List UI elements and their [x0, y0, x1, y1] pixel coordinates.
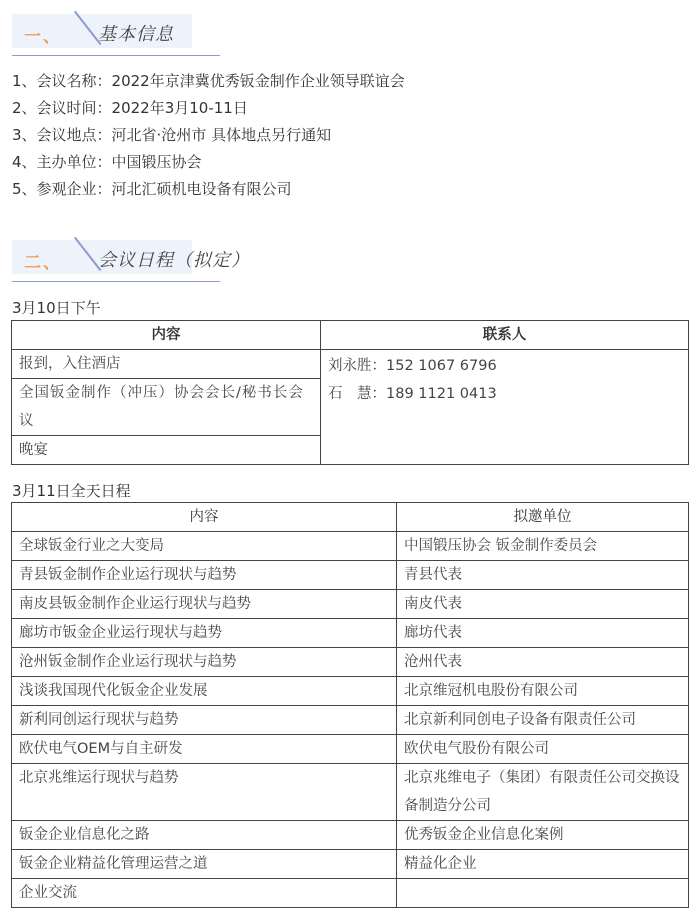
schedule-unit: 北京兆维电子（集团）有限责任公司交换设备制造分公司: [397, 764, 689, 821]
schedule-item: 晚宴: [12, 436, 321, 465]
section-number: 二、: [24, 253, 62, 273]
section-header-basic-info: [12, 14, 272, 54]
table-row: [12, 677, 689, 706]
table-row: [12, 735, 689, 764]
day2-caption: 3月11日全天日程: [12, 482, 131, 500]
schedule-item: 报到，入住酒店: [12, 350, 321, 379]
schedule-unit: 欧伏电气股份有限公司: [397, 735, 689, 764]
schedule-content: 钣金企业信息化之路: [12, 821, 397, 850]
schedule-content: 北京兆维运行现状与趋势: [12, 764, 397, 821]
section-header-schedule: [12, 240, 272, 280]
schedule-unit: 南皮代表: [397, 590, 689, 619]
header-content: 内容: [12, 503, 397, 532]
info-item: 5、参观企业：河北汇硕机电设备有限公司: [12, 180, 292, 198]
schedule-unit: 北京维冠机电股份有限公司: [397, 677, 689, 706]
section-underline: [12, 281, 220, 282]
header-unit: 拟邀单位: [397, 503, 689, 532]
table-row: [12, 532, 689, 561]
schedule-unit: 精益化企业: [397, 850, 689, 879]
table-row: [12, 350, 689, 379]
info-item: 3、会议地点：河北省·沧州市 具体地点另行通知: [12, 126, 332, 144]
table-row: [12, 821, 689, 850]
contact-cell: [321, 350, 689, 465]
header-contact: 联系人: [321, 321, 689, 350]
table-row: [12, 561, 689, 590]
info-item: 4、主办单位：中国锻压协会: [12, 153, 202, 171]
table-row: [12, 619, 689, 648]
schedule-content: 沧州钣金制作企业运行现状与趋势: [12, 648, 397, 677]
table-row: [12, 648, 689, 677]
table-header-row: [12, 503, 689, 532]
schedule-content: 浅谈我国现代化钣金企业发展: [12, 677, 397, 706]
table-row: [12, 850, 689, 879]
table-row: [12, 590, 689, 619]
contact-person: 石 慧：189 1121 0413: [328, 386, 497, 402]
schedule-content: 新利同创运行现状与趋势: [12, 706, 397, 735]
table-header-row: [12, 321, 689, 350]
schedule-unit: 中国锻压协会 钣金制作委员会: [397, 532, 689, 561]
schedule-content: 南皮县钣金制作企业运行现状与趋势: [12, 590, 397, 619]
schedule-content: 企业交流: [12, 879, 397, 908]
schedule-content: 廊坊市钣金企业运行现状与趋势: [12, 619, 397, 648]
section-title: 基本信息: [98, 24, 174, 45]
day1-schedule-table: [11, 320, 689, 465]
header-content: 内容: [12, 321, 321, 350]
schedule-unit: [397, 879, 689, 908]
table-row: [12, 706, 689, 735]
schedule-content: 欧伏电气OEM与自主研发: [12, 735, 397, 764]
schedule-unit: 北京新利同创电子设备有限责任公司: [397, 706, 689, 735]
info-item: 2、会议时间：2022年3月10-11日: [12, 99, 248, 117]
schedule-item: 全国钣金制作（冲压）协会会长/秘书长会议: [12, 379, 321, 436]
schedule-unit: 廊坊代表: [397, 619, 689, 648]
schedule-content: 全球钣金行业之大变局: [12, 532, 397, 561]
basic-info-list: [12, 68, 405, 203]
schedule-content: 青县钣金制作企业运行现状与趋势: [12, 561, 397, 590]
section-underline: [12, 55, 220, 56]
section-number: 一、: [24, 27, 62, 47]
contact-person: 刘永胜：152 1067 6796: [328, 358, 497, 374]
info-item: 1、会议名称：2022年京津冀优秀钣金制作企业领导联谊会: [12, 72, 405, 90]
section-title: 会议日程（拟定）: [98, 250, 250, 271]
schedule-unit: 沧州代表: [397, 648, 689, 677]
day1-caption: 3月10日下午: [12, 299, 101, 317]
table-row: [12, 764, 689, 821]
schedule-content: 钣金企业精益化管理运营之道: [12, 850, 397, 879]
schedule-unit: 优秀钣金企业信息化案例: [397, 821, 689, 850]
schedule-unit: 青县代表: [397, 561, 689, 590]
day2-schedule-table: [11, 502, 689, 908]
table-row: [12, 879, 689, 908]
